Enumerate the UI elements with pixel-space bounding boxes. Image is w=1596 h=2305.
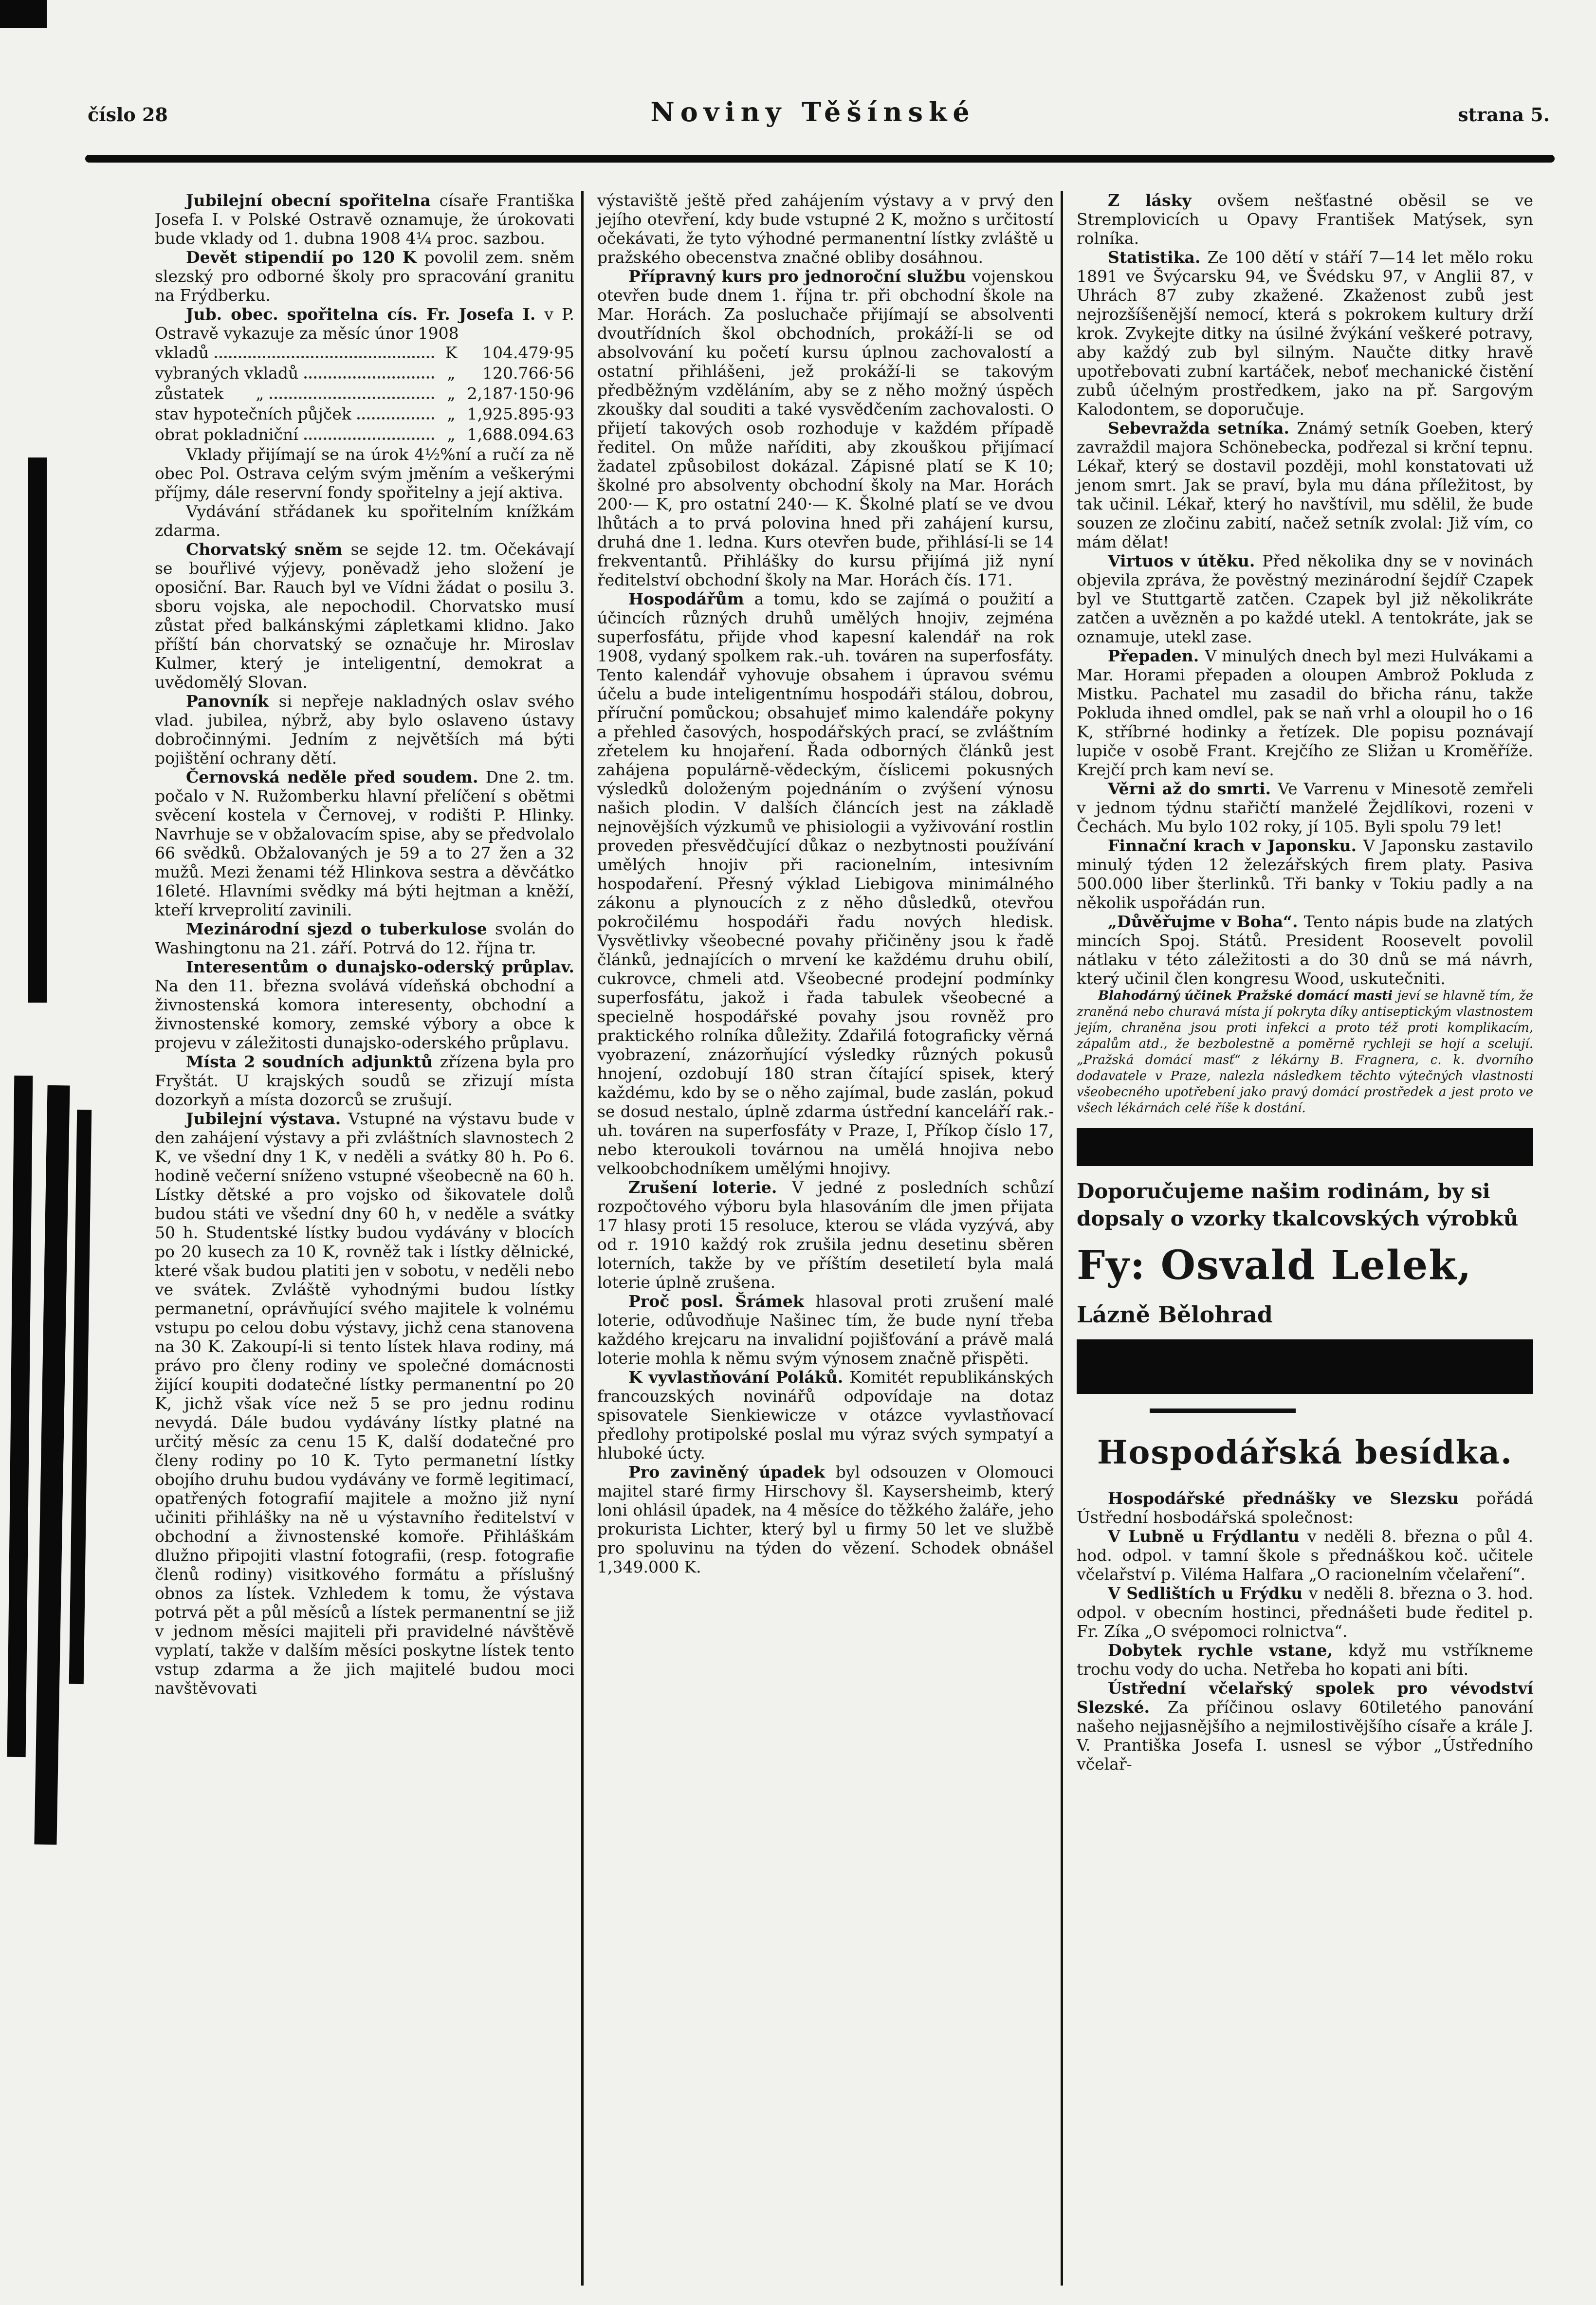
news-item: Devět stipendií po 120 K povolil zem. sněm slezský pro odborné školy pro spracování granitu na Frýdberku. [155,248,574,305]
news-item: Interesentům o dunajsko-oderský průplav. Na den 11. března svolává vídeňská obchodní a živnostenská komora interesenty, obchodní a živnostenské komory, zemské výbory a obce k projevu v záležitosti dunajsko-oderského průplavu. [155,957,574,1052]
scan-artifact-bar [69,1110,92,1684]
news-item-lead: V Sedlištích u Frýdku [1108,1584,1309,1603]
news-item: Věrni až do smrti. Ve Varrenu v Minesotě zemřeli v jednom týdnu stařičtí manželé Žejdlíkovi, rozeni v Čechách. Mu bylo 102 roky, jí 105. Byli spolu 79 let! [1077,779,1533,836]
news-item-lead: Místa 2 soudních adjunktů [186,1052,440,1071]
news-item-lead: Sebevražda setníka. [1108,419,1297,438]
columns-area [155,191,1566,2286]
dot-leader [270,397,434,399]
news-item: Jubilejní výstava. Vstupné na výstavu bude v den zahájení výstavy a při zvláštních slavnostech 2 K, ve všední dny 1 K, v neděli a svátky 80 h. Po 6. hodině večerní sníženo vstupné všeobecně na 60 h. Lístky dětské a pro vojsko od šikovatele dolů budou státi ve všední dny 60 h, v neděle a svátky 50 h. Studentské lístky budou vydávány v blocích po 20 kusech za 10 K, rovněž tak i lístky dělnické, které však budou platiti jen v sobotu, v neděli nebo ve svátek. Zvláště vyhodnými budou lístky permanetní, oprávňující svého majitele k volnému vstupu po celou dobu výstavy, jichž cena stanovena na 30 K. Zakoupí-li si tento lístek hlava rodiny, má právo pro členy rodiny ve společné domácnosti žijící koupiti dodatečné lístky permanentní po 20 K, jichž však více než 5 se pro jednu rodinu nevydá. Dále budou vydávány lístky platné na určitý měsíc za cenu 15 K, další dodatečné pro členy rodiny po 10 K. Tyto permanetní lístky obojího druhu budou vydávány ve formě legitimací, opatřených fotografií majitele a možno již nyní učiniti přihlášky na ně u výstavního ředitelství v obchodní a živnostenské komoře. Přihláškám dlužno připojiti vlastní fotografii, (resp. fotografie členů rodiny) visitkového formátu a příslušný obnos za lístek. Vzhledem k tomu, že výstava potrvá pět a půl měsíců a lístek permanentní se již v jednom měsíci majiteli při pravidelné návštěvě vyplatí, takže v dalším měsíci poskytne lístek tento vstup zdarma a že jich majitelé budou moci navštěvovati [155,1109,574,1698]
news-item-lead: Hospodářům [628,589,754,608]
ledger-value: 1,925.895·93 [467,404,574,423]
scan-artifact-bar [34,1085,70,1845]
ledger-label: zůstatek „ [155,384,264,403]
news-item: „Důvěřujme v Boha“. Tento nápis bude na zlatých mincích Spoj. Států. President Roosevelt povolil nátlaku v této záležitosti a do 30 dnů se má návrh, který učinil člen kongresu Wood, uskutečniti. [1077,912,1533,988]
news-item: Chorvatský sněm se sejde 12. tm. Očekávají se bouřlivé výjevy, poněvadž jeho složení je oposiční. Bar. Rauch byl ve Vídni žádat o posilu 3. sboru vojska, ale nepochodil. Chorvatsko musí zůstat před balkánskými zápletkami klidno. Jako příští bán chorvatský se označuje hr. Miroslav Kulmer, který je inteligentní, demokrat a uvědomělý Slovan. [155,540,574,692]
news-item: Dobytek rychle vstane, když mu vstříkneme trochu vody do ucha. Netřeba ho kopati ani bíti. [1077,1641,1533,1679]
news-item-lead: Dobytek rychle vstane, [1108,1641,1349,1660]
ledger-label: vybraných vkladů [155,364,299,383]
news-item: Přípravný kurs pro jednoroční službu vojenskou otevřen bude dnem 1. října tr. při obchodní škole na Mar. Horách. Za posluchače přijímají se absolventi dvoutřídních škol obchodních, prokáží-li se od absolvování ku početí kursu úplnou zachovalostí a ostatní přihlášeni, jež prokáží-li se takovým předběžným vzděláním, aby se z něho možný úspěch zkoušky dal souditi a také vysvědčením zachovalosti. O přijetí takových osob rozhoduje v každém případě ředitel. On může naříditi, aby zkouškou přijímací žadatel způsobilost dokázal. Zápisné platí se K 10; školné pro absolventy obchodní školy na Mar. Horách 200·— K, pro ostatní 240·— K. Školné platí se ve dvou lhůtách a to prvá polovina hned při zahájení kursu, druhá dne 1. ledna. Kurs otevřen bude, přihlásí-li se 14 frekventantů. Přihlášky do kursu přijímá již nyní ředitelství obchodní školy na Mar. Horách čís. 171. [597,267,1054,589]
news-item: Vklady přijímají se na úrok 4½%ní a ručí za ně obec Pol. Ostrava celým svým jměním a veškerými příjmy, dále reservní fondy spořitelny a její aktiva. [155,445,574,502]
news-item: V Lubně u Frýdlantu v neděli 8. března o půl 4. hod. odpol. v tamní škole s přednáškou koč. učitele včelařství p. Viléma Halfara „O racionelním včelaření“. [1077,1527,1533,1584]
news-item-lead: Chorvatský sněm [186,540,351,559]
news-item-lead: Černovská neděle před soudem. [186,768,486,787]
paper-title: Noviny Těšínské [650,96,975,128]
dot-leader [304,376,434,379]
dot-leader [357,417,434,420]
ad-brand [1077,1242,1533,1328]
news-item: Přepaden. V minulých dnech byl mezi Hulvákami a Mar. Horami přepaden a oloupen Ambrož Pokluda z Mistku. Pachatel mu zasadil do břicha ránu, takže Pokluda ihned omdlel, pak se naň vrhl a oloupil ho o 16 K, stříbrné hodinky a řetízek. Dle popisu poznávají lupiče v osobě Frant. Krejčího ze Sližan u Kroměříže. Krejčí prch kam neví se. [1077,646,1533,779]
news-item: Blahodárný účinek Pražské domácí masti jeví se hlavně tím, že zraněná nebo churavá místa jí pokryta díky antiseptickým vlastnostem jejím, chraněna jsou proti infekci a proto též proti komplikacím, zápalům atd., že bezbolestně a poměrně rychleji se hojí a scelují. „Pražská domácí masť“ z lékárny B. Fragnera, c. k. dvorního dodavatele v Praze, nalezla následkem těchto výtečných vlastností všeobecného upotřebení jako pravý domácí prostředek a jest proto ve všech lékárnách celé říše k dostání. [1077,988,1533,1116]
news-item: Mezinárodní sjezd o tuberkulose svolán do Washingtonu na 21. září. Potrvá do 12. října tr. [155,919,574,957]
news-item: Jubilejní obecní spořitelna císaře Františka Josefa I. v Polské Ostravě oznamuje, že úrokovati bude vklady od 1. dubna 1908 4¼ proc. sazbou. [155,191,574,248]
news-item: Černovská neděle před soudem. Dne 2. tm. počalo v N. Ružomberku hlavní přelíčení s obětmi svěcení kostela v Černovej, v rodišti P. Hlinky. Navrhuje se v obžalovacím spise, aby se předvolalo 66 svědků. Obžalovaných je 59 a to 27 žen a 32 mužů. Mezi ženami též Hlinkova sestra a děvčátko 16leté. Hlavními svědky má býti hejtman a kněží, kteří krveprolití zavinili. [155,768,574,919]
ledger-row [155,363,574,384]
news-item-lead: Virtuos v útěku. [1108,551,1263,570]
news-item: Jub. obec. spořitelna cís. Fr. Josefa I. v P. Ostravě vykazuje za měsíc únor 1908 [155,305,575,343]
ledger-row [155,424,574,445]
currency-mark: „ [447,404,456,423]
column-2 [584,191,1061,2286]
news-item: Statistika. Ze 100 dětí v stáří 7—14 let mělo roku 1891 ve Švýcarsku 94, ve Švédsku 97, v Anglii 87, v Uhrách 87 zuby zkažené. Zkaženost zubů jest nejrozšíšenější nemocí, která s pokrokem kultury drží krok. Zvykejte ditky na úsilné žvýkání veškeré potravy, aby každý zub byl silným. Naučte ditky hravě upotřebovati zubní kartáček, neboť mechanické čistění zubů účelným prostředkem, jako na př. Sargovým Kalodontem, se doporučuje. [1077,248,1533,419]
news-item: Vydávání střádanek ku spořitelním knížkám zdarma. [155,502,574,540]
news-item-lead: Jub. obec. spořitelna cís. Fr. Josefa I. [186,305,545,324]
dot-leader [304,438,434,440]
news-item-lead: Přípravný kurs pro jednoroční službu [628,267,972,286]
news-item: Sebevražda setníka. Známý setník Goeben, který zavraždil majora Schönebecka, podřezal si krční tepnu. Lékař, který se dostavil později, mohl konstatovati už jenom smrt. Jak se praví, byla mu dána příležitost, by tak učinil. Lékař, který ho navštívil, mu sdělil, že bude souzen ze zločinu zabití, načež setník zvolal: Již vím, co mám dělat! [1077,419,1533,551]
scan-artifact-bar [28,457,47,1003]
currency-mark: „ [447,384,456,403]
news-item: Pro zaviněný úpadek byl odsouzen v Olomouci majitel staré firmy Hirschovy šl. Kaysersheimb, který loni ohlásil úpadek, na 4 měsíce do těžkého žaláře, jeho prokurista Lichter, který byl u firmy 50 let ve službě pro spoluvinu na týden do vězení. Schodek obnášel 1,349.000 K. [597,1463,1054,1576]
issue-number: číslo 28 [88,104,168,126]
ledger-row [155,343,574,363]
ledger-value: 120.766·56 [482,364,574,383]
masthead [88,96,1550,128]
news-item-lead: Z lásky [1108,191,1217,210]
currency-mark: K [445,343,458,362]
news-item-lead: Zrušení loterie. [628,1178,792,1197]
news-item: Virtuos v útěku. Před několika dny se v novinách objevila zpráva, že pověstný mezinárodní šejdíř Czapek byl ve Stuttgartě zatčen. Czapek byl již několikráte zatčen a uvězněn a po každé utekl. A tentokráte, jak se oznamuje, utekl zase. [1077,551,1533,646]
ad-brand-city: Lázně Bělohrad [1077,1301,1273,1328]
news-item-lead: „Důvěřujme v Boha“. [1108,912,1304,931]
dot-leader [215,356,434,358]
ad-separator-bar [1077,1339,1533,1394]
news-item: Panovník si nepřeje nakladných oslav svého vlad. jubilea, nýbrž, aby bylo oslaveno ústavy dobročinnými. Jedním z největších má býti pojištění ochrany dětí. [155,692,575,768]
news-item-lead: Jubilejní výstava. [186,1109,349,1128]
news-item: Zrušení loterie. V jedné z posledních schůzí rozpočtového výboru byla hlasováním dle jmen přijata 17 hlasy proti 15 resoluce, kterou se vláda vyzývá, aby od r. 1910 každý rok zrušila jednu desetinu sběren loterních, takže by ve příštím desetiletí byla malá loterie úplně zrušena. [597,1178,1054,1292]
news-item: Místa 2 soudních adjunktů zřízena byla pro Fryštát. U krajských soudů se zřizují místa dozorkyň a místa dozorců se zrušují. [155,1052,574,1109]
currency-mark: „ [447,364,456,383]
ledger-value: 1,688.094.63 [467,425,574,444]
currency-mark: „ [447,425,456,444]
news-item-lead: K vyvlastňování Poláků. [628,1368,850,1387]
news-item: Ústřední včelařský spolek pro vévodství Slezské. Za příčinou oslavy 60tiletého panování našeho nejjasnějšího a nejmilostivějšího císaře a krále J. V. Prantiška Josefa I. usnesl se výbor „Ústředního včelař- [1077,1679,1533,1774]
news-item-lead: Hospodářské přednášky ve Slezsku [1108,1489,1476,1508]
news-item-lead: Ústřední včelařský spolek pro vévodství Slezské. [1077,1679,1533,1717]
news-item-lead: Pro zaviněný úpadek [628,1463,836,1482]
news-item-lead: V Lubně u Frýdlantu [1108,1527,1308,1546]
news-item-lead: Věrni až do smrti. [1108,779,1278,798]
masthead-rule [85,155,1555,163]
scan-artifact-corner [0,0,47,28]
page-number: strana 5. [1458,104,1550,126]
news-item-lead: Jubilejní obecní spořitelna [186,191,440,210]
scan-artifact-bar [7,1076,33,1757]
news-item: Hospodářské přednášky ve Slezsku pořádá Ústřední hosbodářská společnost: [1077,1489,1533,1527]
ad-separator-bar [1077,1128,1533,1166]
news-item: Hospodářům a tomu, kdo se zajímá o použití a účincích různých druhů umělých hnojiv, zejména superfosfátu, přijde vhod kapesní kalendář na rok 1908, vydaný spolkem rak.-uh. továren na superfosfáty. Tento kalendář vyhovuje obsahem i úpravou svému účelu a bude inteligentnímu hospodáři stálou, dobrou, příruční pomůckou; obsahujeť mimo kalendáře pokyny a přehled časových, hospodářských prací, se zvláštním zřetelem ku hnojaření. Řada odborných článků jest zahájena populárně-vědeckým, číslicemi pokusných výsledků doloženým pojednáním o zvýšení výnosu našich plodin. V dalších článcích jest na základě nejnovějších výzkumů ve phisiologii a vyživování rostlin proveden přesvědčující důkaz o nezbytnosti používání umělých hnojiv při racionelním, intesivním hospodaření. Přesný výklad Liebigova minimálného zákonu a plynoucích z z něho důsledků, otevřou pokročilému hospodáři řadu nových hledisk. Vysvětlivky všeobecné povahy přičiněny jsou k řadě článků, jednajících o mrvení ke každému druhu obilí, cukrovce, chmeli atd. Všeobecné prodejní podmínky superfosfátu, jakož i řada tabulek všeobecné a specielně hospodářské povahy jsou rovněž pro praktického rolníka důležity. Zdařilá fotograficky věrná vyobrazení, znázorňující výsledky různých pokusů hnojení, ozdobují 180 stran čítající spisek, který každému, kdo by se o něho zajímal, bude zaslán, pokud se dosud nestalo, úplně zdarma ústřední kanceláří rak.-uh. továren na superfosfáty v Praze, I, Příkop číslo 17, nebo kteroukoli továrnou na umělá hnojiva nebo velkoobchodníkem umělými hnojivy. [597,589,1054,1178]
news-item-lead: Blahodárný účinek Pražské domácí masti [1098,988,1397,1003]
news-item: výstaviště ještě před zahájením výstavy a v prvý den jejího otevření, kdy bude vstupné 2 K, možno s určitostí očekávati, že tyto výhodné permanentní lístky zvláště u pražského obecenstva značné obliby dosáhnou. [597,191,1054,267]
column-1 [155,191,581,2286]
ledger-row [155,384,574,404]
ledger-label: obrat pokladniční [155,425,298,444]
news-item: Proč posl. Šrámek hlasoval proti zrušení malé loterie, odůvodňuje Našinec tím, že bude nyní třeba každého krejcaru na invalidní pojišťování a právě malá loterie mohla k němu svým výnosem značně přispěti. [597,1292,1054,1368]
news-item: V Sedlištích u Frýdku v neděli 8. března o 3. hod. odpol. v obecním hostinci, přednášeti bude ředitel p. Fr. Zíka „O svépomoci rolnictva“. [1077,1584,1533,1641]
ad-text: Doporučujeme našim rodinám, by si dopsaly o vzorky tkalcovských výrobků [1077,1179,1519,1230]
news-item: Finnační krach v Japonsku. V Japonsku zastavilo minulý týden 12 železářských firem platy. Pasiva 500.000 liber šterlinků. Tři banky v Tokiu padly a na několik uspořádán run. [1077,836,1533,912]
news-item-lead: Přepaden. [1108,646,1205,665]
news-item-lead: Proč posl. Šrámek [628,1292,816,1311]
savings-bank-ledger [155,343,574,445]
news-item: K vyvlastňování Poláků. Komitét republikánských francouzských novinářů odpovídaje na dotaz spisovatele Sienkiewicze v otázce vyvlastňovací předlohy protipolské poslal mu výraz svých sympatyí a hluboké úcty. [597,1368,1054,1463]
ledger-value: 104.479·95 [482,343,574,362]
ad-brand-name: Fy: Osvald Lelek, [1077,1242,1472,1289]
section-title: Hospodářská besídka. [1097,1433,1513,1471]
ledger-label: stav hypotečních půjček [155,404,351,423]
news-item-lead: Finnační krach v Japonsku. [1108,836,1363,855]
ledger-label: vkladů [155,343,209,362]
news-item-lead: Panovník [186,692,279,711]
divider-rule [1150,1409,1296,1413]
news-item-lead: Statistika. [1108,248,1208,267]
news-item: Z lásky ovšem nešťastné oběsil se ve Stremplovicích u Opavy František Matýsek, syn rolníka. [1077,191,1533,248]
ledger-value: 2,187·150·96 [467,384,574,403]
news-item-lead: Interesentům o dunajsko-oderský průplav. [186,957,574,976]
news-item-lead: Devět stipendií po 120 K [186,248,424,267]
news-item-lead: Mezinárodní sjezd o tuberkulose [186,919,495,938]
ledger-row [155,404,574,424]
column-3 [1063,191,1533,2286]
